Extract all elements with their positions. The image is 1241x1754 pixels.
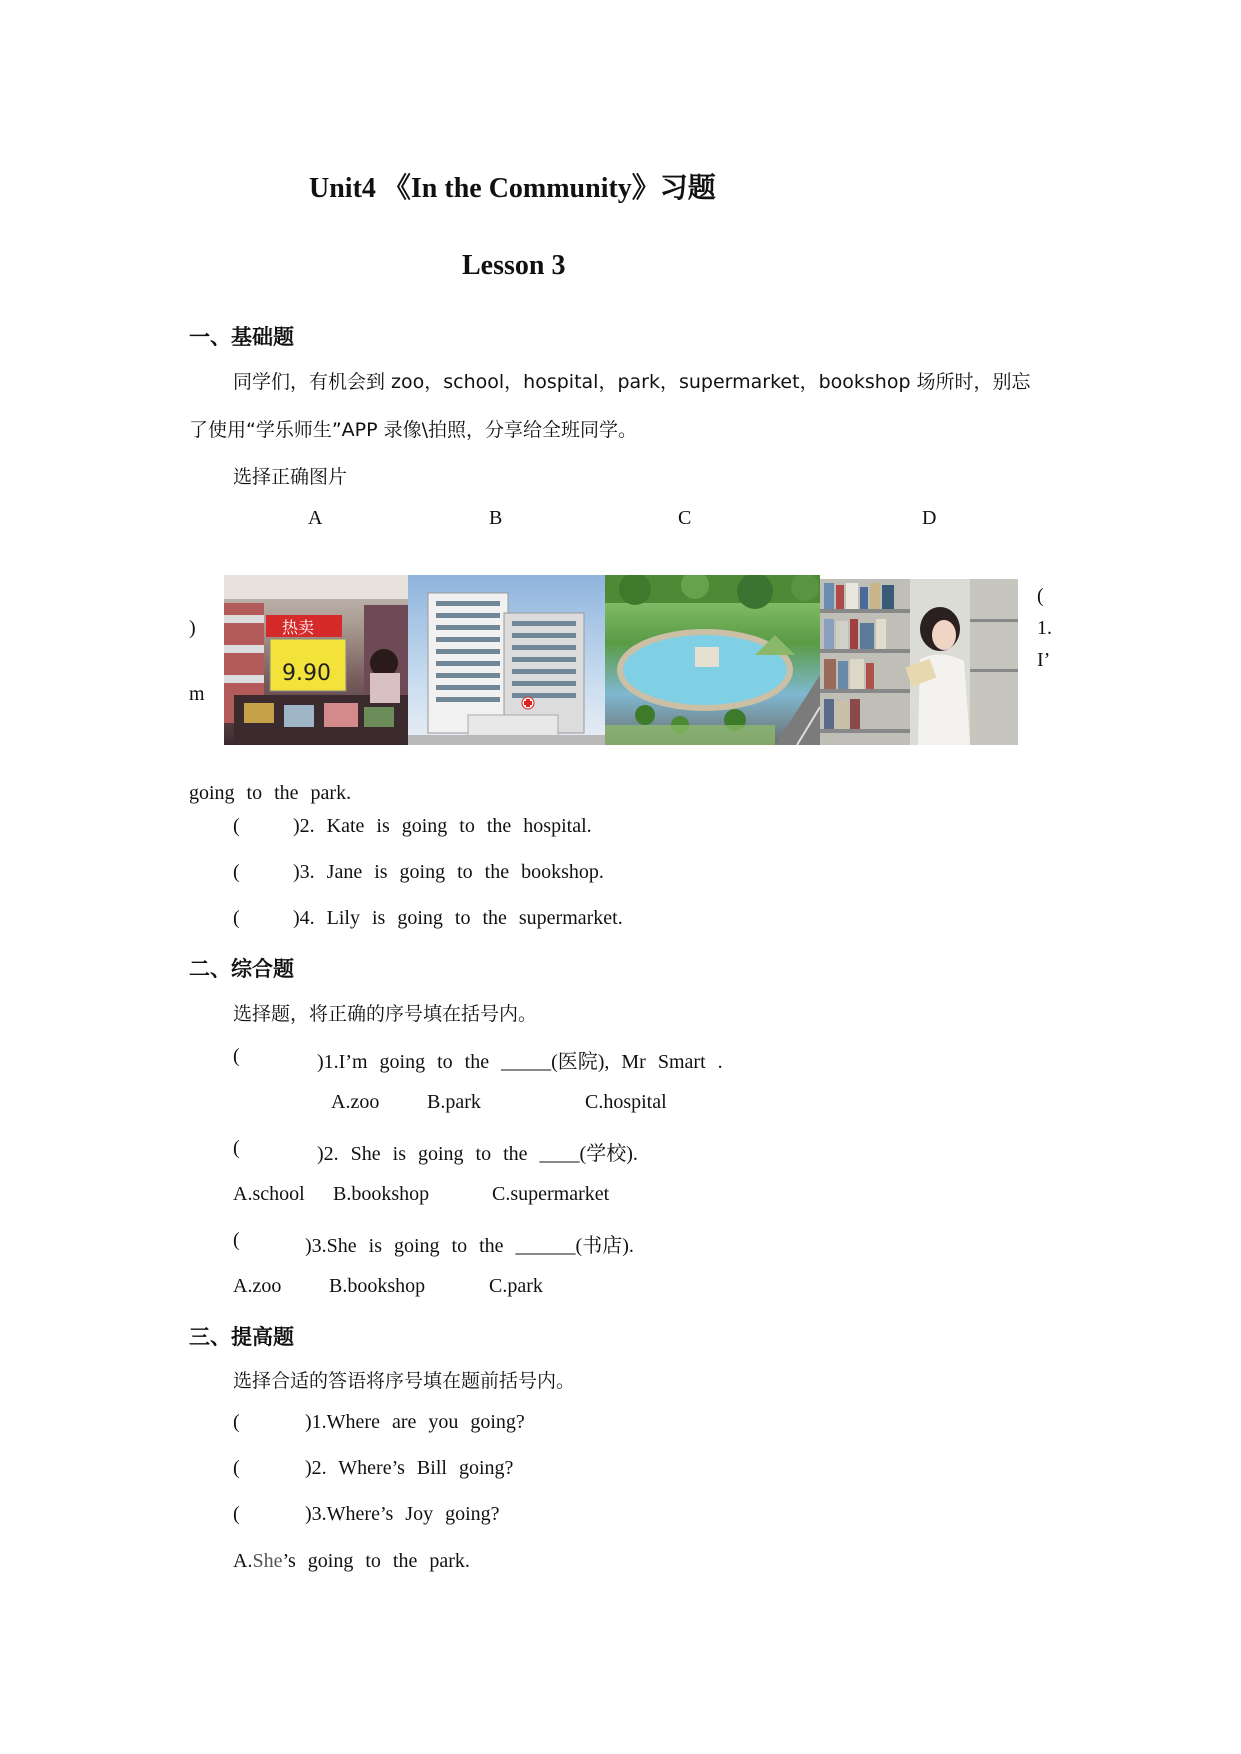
- s2-q3-option-b: B.bookshop: [329, 1275, 426, 1297]
- option-label-d: D: [922, 507, 937, 529]
- bookshop-photo: [820, 579, 1018, 745]
- park-photo: [605, 575, 820, 745]
- section1-intro-line2: 了使用“学乐师生”APP 录像\拍照，分享给全班同学。: [189, 419, 638, 441]
- s3-answer-a-rest: ’s going to the park.: [282, 1550, 470, 1572]
- section1-instruction: 选择正确图片: [233, 466, 348, 488]
- s2-q2-text: )2. She is going to the ____(学校).: [317, 1143, 638, 1165]
- q1-right-num: 1.: [1037, 617, 1052, 639]
- s2-q1-option-a: A.zoo: [331, 1091, 380, 1113]
- s3-answer-a-prefix: A.: [233, 1550, 253, 1572]
- s3-q1-text: )1.Where are you going?: [305, 1411, 525, 1433]
- lesson-title: Lesson 3: [462, 250, 566, 281]
- s3-answer-a: [233, 1550, 470, 1573]
- s3-answer-a-she: She: [252, 1550, 283, 1572]
- s3-q3-text: )3.Where’s Joy going?: [305, 1503, 500, 1525]
- s2-q3-option-a: A.zoo: [233, 1275, 282, 1297]
- sale-sign-text: 热卖: [282, 618, 315, 637]
- q1-left-paren: ): [189, 617, 196, 639]
- s2-q1-option-b: B.park: [427, 1091, 481, 1113]
- option-label-a: A: [308, 507, 323, 529]
- s2-q3-paren[interactable]: (: [233, 1229, 240, 1251]
- s2-q1-paren[interactable]: (: [233, 1045, 240, 1067]
- s2-q1-option-c: C.hospital: [585, 1091, 667, 1113]
- q2-paren[interactable]: (: [233, 815, 240, 837]
- s3-q2-paren[interactable]: (: [233, 1457, 240, 1479]
- q3-statement: )3. Jane is going to the bookshop.: [293, 861, 604, 883]
- price-tag-text: 9.90: [282, 661, 331, 686]
- q4-statement: )4. Lily is going to the supermarket.: [293, 907, 623, 929]
- s2-q2-option-b: B.bookshop: [333, 1183, 430, 1205]
- supermarket-photo: [224, 575, 408, 745]
- q1-right-i: I’: [1037, 649, 1051, 671]
- s3-q2-text: )2. Where’s Bill going?: [305, 1457, 514, 1479]
- s2-q1-text: )1.I’m going to the _____(医院), Mr Smart .: [317, 1051, 723, 1073]
- hospital-photo: [408, 575, 605, 745]
- section3-instruction: 选择合适的答语将序号填在题前括号内。: [233, 1370, 576, 1392]
- section2-instruction: 选择题，将正确的序号填在括号内。: [233, 1003, 538, 1025]
- s2-q2-paren[interactable]: (: [233, 1137, 240, 1159]
- q1-left-m: m: [189, 683, 205, 705]
- s3-q3-paren[interactable]: (: [233, 1503, 240, 1525]
- s3-q1-paren[interactable]: (: [233, 1411, 240, 1433]
- page-title: Unit4 《In the Community》习题: [309, 173, 716, 204]
- q2-statement: )2. Kate is going to the hospital.: [293, 815, 592, 837]
- section1-heading: 一、基础题: [189, 325, 294, 349]
- option-label-c: C: [678, 507, 692, 529]
- q1-right-paren: (: [1037, 585, 1044, 607]
- q4-paren[interactable]: (: [233, 907, 240, 929]
- q3-paren[interactable]: (: [233, 861, 240, 883]
- s2-q3-text: )3.She is going to the ______(书店).: [305, 1235, 634, 1257]
- option-label-b: B: [489, 507, 503, 529]
- q1-statement: going to the park.: [189, 782, 352, 804]
- s2-q2-option-c: C.supermarket: [492, 1183, 610, 1205]
- section2-heading: 二、综合题: [189, 957, 294, 981]
- section1-intro-line1: 同学们，有机会到 zoo，school，hospital，park，supermarket，bookshop 场所时，别忘: [233, 371, 1031, 393]
- s2-q3-option-c: C.park: [489, 1275, 543, 1297]
- s2-q2-option-a: A.school: [233, 1183, 305, 1205]
- section3-heading: 三、提高题: [189, 1325, 294, 1349]
